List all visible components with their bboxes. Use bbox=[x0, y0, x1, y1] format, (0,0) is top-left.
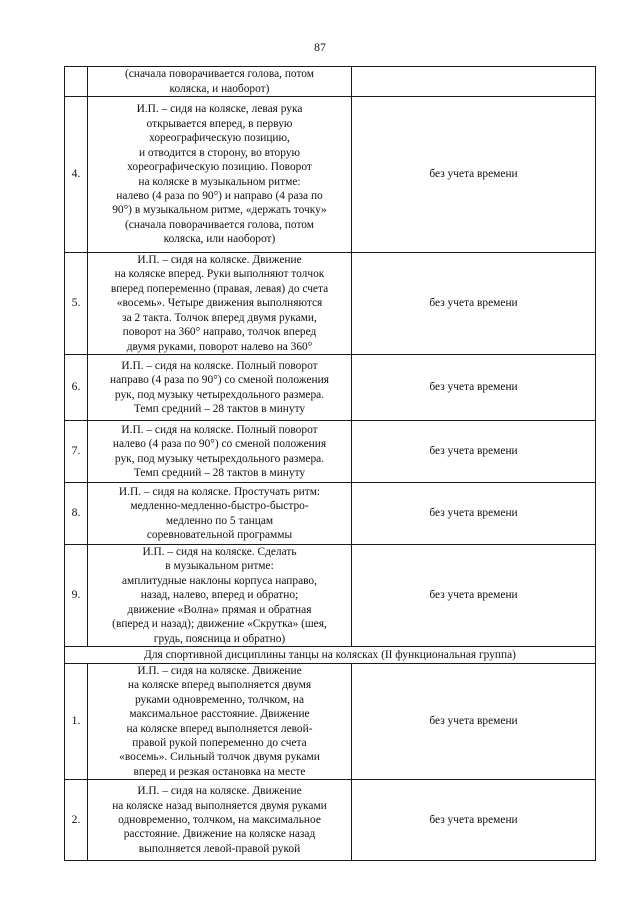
exercise-description: И.П. – сидя на коляске. Движение на коляске назад выполняется двумя руками одновременно, толчком, на максимальное расстояние. Движение на коляске назад выполняется левой-правой рукой bbox=[88, 780, 352, 861]
section-title: Для спортивной дисциплины танцы на колясках (II функциональная группа) bbox=[65, 647, 596, 664]
table-row bbox=[65, 67, 596, 97]
exercise-time-requirement: без учета времени bbox=[352, 421, 596, 483]
exercise-number: 5. bbox=[65, 253, 88, 355]
exercise-description: И.П. – сидя на коляске. Полный поворот налево (4 раза по 90°) со сменой положения рук, под музыку четырехдольного размера. Темп средний – 28 тактов в минуту bbox=[88, 421, 352, 483]
section-header-row bbox=[65, 647, 596, 664]
exercise-time-requirement: без учета времени bbox=[352, 780, 596, 861]
exercise-description: И.П. – сидя на коляске. Движение на коляске вперед. Руки выполняют толчок вперед попеременно (правая, левая) до счета «восемь». Четыре движения выполняются за 2 такта. Толчок вперед двумя руками, поворот на 360° направо, толчок вперед двумя руками, поворот налево на 360° bbox=[88, 253, 352, 355]
exercise-description: И.П. – сидя на коляске, левая рука открывается вперед, в первую хореографическую позицию, и отводится в сторону, во вторую хореографическую позицию. Поворот на коляске в музыкальном ритме: налево (4 раза по 90°) и направо (4 раза по 90°) в музыкальном ритме, «держать точку» (сначала поворачивается голова, потом коляска, или наоборот) bbox=[88, 97, 352, 253]
exercise-description: И.П. – сидя на коляске. Простучать ритм: медленно-медленно-быстро-быстро- медленно по 5 танцам соревновательной программы bbox=[88, 483, 352, 545]
exercise-number: 1. bbox=[65, 664, 88, 780]
table-row bbox=[65, 421, 596, 483]
exercise-description: И.П. – сидя на коляске. Сделать в музыкальном ритме: амплитудные наклоны корпуса направо, назад, налево, вперед и обратно; движение «Волна» прямая и обратная (вперед и назад); движение «Скрутка» (шея, грудь, поясница и обратно) bbox=[88, 545, 352, 647]
table-row bbox=[65, 355, 596, 421]
exercise-number: 8. bbox=[65, 483, 88, 545]
exercise-time-requirement: без учета времени bbox=[352, 664, 596, 780]
exercise-number: 4. bbox=[65, 97, 88, 253]
exercise-table bbox=[64, 66, 596, 861]
table-row bbox=[65, 780, 596, 861]
exercise-number bbox=[65, 67, 88, 97]
exercise-description: И.П. – сидя на коляске. Полный поворот направо (4 раза по 90°) со сменой положения рук, под музыку четырехдольного размера. Темп средний – 28 тактов в минуту bbox=[88, 355, 352, 421]
exercise-description: (сначала поворачивается голова, потом коляска, и наоборот) bbox=[88, 67, 352, 97]
table-row bbox=[65, 97, 596, 253]
exercise-number: 6. bbox=[65, 355, 88, 421]
table-row bbox=[65, 483, 596, 545]
exercise-time-requirement: без учета времени bbox=[352, 483, 596, 545]
exercise-time-requirement: без учета времени bbox=[352, 253, 596, 355]
exercise-time-requirement: без учета времени bbox=[352, 97, 596, 253]
exercise-description: И.П. – сидя на коляске. Движение на коляске вперед выполняется двумя руками одновременно, толчком, на максимальное расстояние. Движение на коляске вперед выполняется левой- правой рукой попеременно до счета «восемь». Сильный толчок двумя руками вперед и резкая остановка на месте bbox=[88, 664, 352, 780]
exercise-time-requirement: без учета времени bbox=[352, 355, 596, 421]
exercise-number: 2. bbox=[65, 780, 88, 861]
exercise-time-requirement bbox=[352, 67, 596, 97]
exercise-number: 7. bbox=[65, 421, 88, 483]
table-row bbox=[65, 664, 596, 780]
table-row bbox=[65, 253, 596, 355]
exercise-time-requirement: без учета времени bbox=[352, 545, 596, 647]
page-number: 87 bbox=[314, 40, 326, 54]
exercise-table-body bbox=[65, 67, 596, 861]
exercise-number: 9. bbox=[65, 545, 88, 647]
table-row bbox=[65, 545, 596, 647]
